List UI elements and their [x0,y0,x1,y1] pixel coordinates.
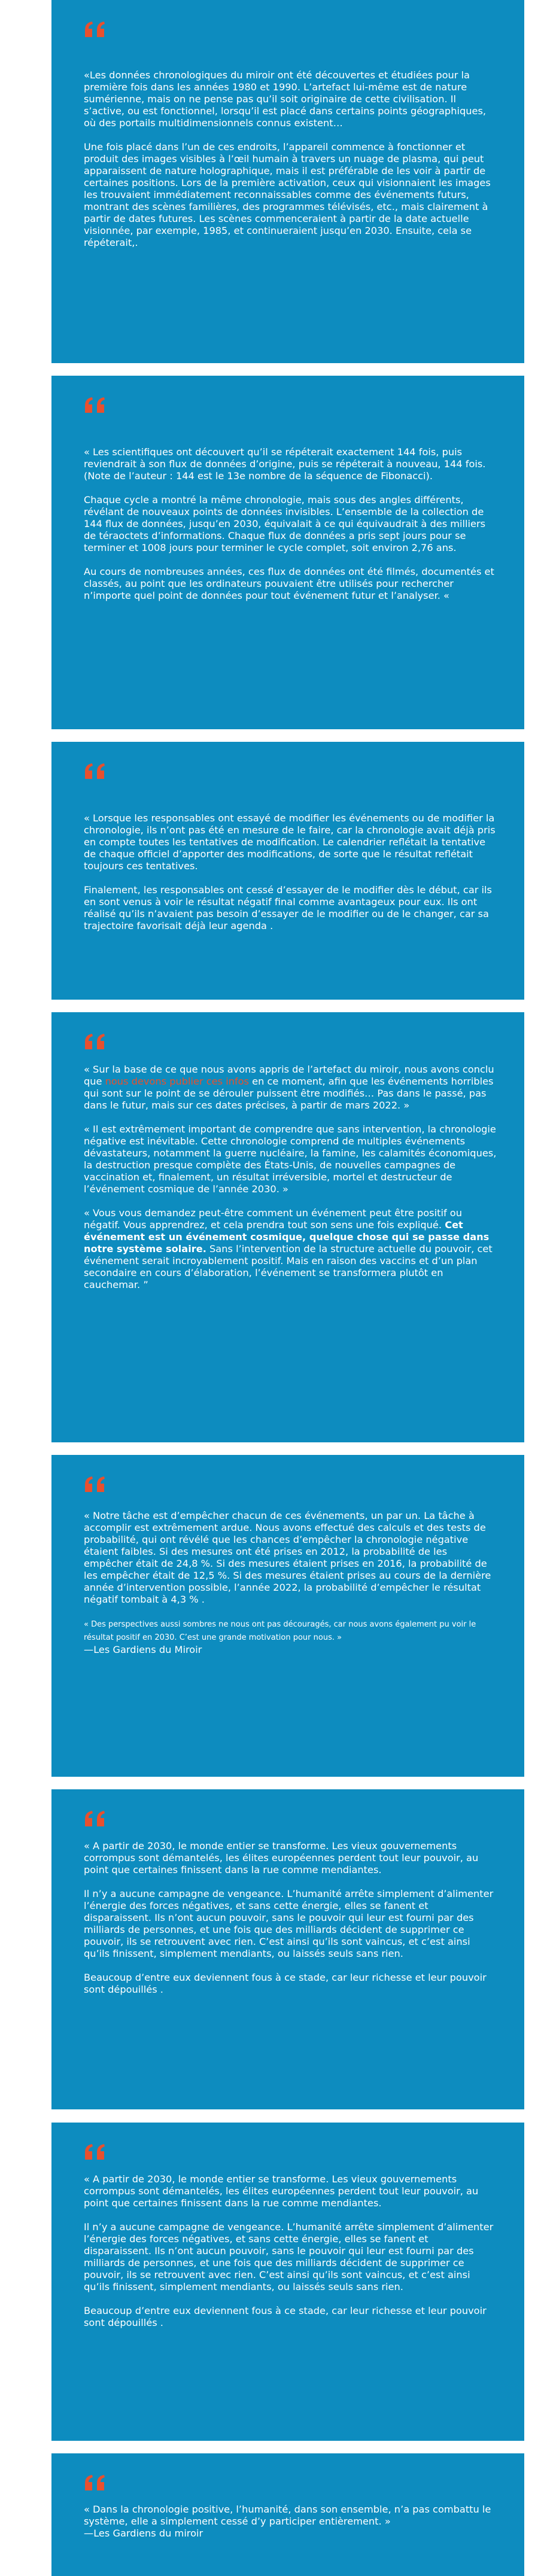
quote-body [84,69,498,249]
signature: —Les Gardiens du Miroir [84,1644,202,1655]
quote-card-2 [51,376,524,729]
quote-icon [84,762,108,780]
quote-icon [84,1475,108,1493]
text: « Sur la base de ce que nous avons appris de l’artefact du miroir, nous avons conclu que [84,1064,494,1087]
paragraph: « A partir de 2030, le monde entier se transforme. Les vieux gouvernements corrompus sont démantelés, les élites européennes perdent tout leur pouvoir, au point que certaines finissent dans la rue comme mendiantes. [84,1840,479,1875]
quote-body [84,1064,498,1291]
paragraph: « Notre tâche est d’empêcher chacun de ces événements, un par un. La tâche à accomplir est extrêmement ardue. Nous avons effectué des calculs et des tests de probabilité, qui ont révélé que les chances d’empêcher la chronologie négative étaient faibles. Si des mesures ont été prises en 2012, la probabilité de les empêcher était de 24,8 %. Si des mesures étaient prises en 2016, la probabilité de les empêcher était de 12,5 %. Si des mesures étaient prises au cours de la dernière année d’intervention possible, l’année 2022, la probabilité d’empêcher le résultat négatif tombait à 4,3 % . [84,1510,491,1605]
quote-body [84,1510,498,1656]
paragraph: Chaque cycle a montré la même chronologie, mais sous des angles différents, révélant de nouveaux points de données invisibles. L’ensemble de la collection de 144 flux de données, jusqu’en 2030, équivalait à ce qui équivaudrait à des milliers de téraoctets d’informations. Chaque flux de données a pris sept jours pour se terminer et 1008 jours pour terminer le cycle complet, soit environ 2,76 ans. [84,494,486,553]
quote-card-7 [51,2123,524,2441]
quote-icon [84,396,108,414]
paragraph: Au cours de nombreuses années, ces flux de données ont été filmés, documentés et classés, au point que les ordinateurs pouvaient être utilisés pour rechercher n’importe quel point de données pour tout événement futur et l’analyser. « [84,566,494,601]
quote-card-3 [51,742,524,1000]
quote-body [84,2173,498,2329]
text: « Vous vous demandez peut-être comment un événement peut être positif ou négatif. Vous apprendrez, et cela prendra tout son sens une fois expliqué. [84,1207,462,1231]
quote-body [84,2504,498,2540]
quote-card-1 [51,0,524,363]
paragraph [84,1064,498,1112]
paragraph: Beaucoup d’entre eux deviennent fous à ce stade, car leur richesse et leur pouvoir sont dépouillés . [84,2305,487,2328]
quote-card-8 [51,2453,524,2576]
signature: —Les Gardiens du miroir [84,2528,203,2539]
highlighted-text: nous devons publier ces infos [105,1076,249,1087]
paragraph: « Il est extrêmement important de comprendre que sans intervention, la chronologie négative est inévitable. Cette chronologie comprend de multiples événements dévastateurs, notamment la guerre nucléaire, la famine, les calamités économiques, la destruction presque complète des États-Unis, de nouvelles campagnes de vaccination et, finalement, un résultat irréversible, mortel et destructeur de l’événement cosmique de l’année 2030. » [84,1123,497,1195]
text: Sans l’intervention de la structure actuelle du pouvoir, cet événement serait incroyablement positif. Mais en raison des vaccins et d’un plan secondaire en cours d’élaboration, l’événement se transformera plutôt en cauchemar. ” [84,1243,493,1290]
quote-icon [84,2143,108,2161]
paragraph: « A partir de 2030, le monde entier se transforme. Les vieux gouvernements corrompus sont démantelés, les élites européennes perdent tout leur pouvoir, au point que certaines finissent dans la rue comme mendiantes. [84,2173,479,2209]
quote-icon [84,1033,108,1051]
paragraph: Il n’y a aucune campagne de vengeance. L’humanité arrête simplement d’alimenter l’énergie des forces négatives, et sans cette énergie, elles se fanent et disparaissent. Ils n’ont aucun pouvoir, sans le pouvoir qui leur est fourni par des milliards de personnes, et une fois que des milliards décident de supprimer ce pouvoir, ils se retrouvent avec rien. C’est ainsi qu’ils sont vaincus, et c’est ainsi qu’ils finissent, simplement mendiants, ou laissés seuls sans rien. [84,2221,494,2292]
quote-body [84,812,498,932]
paragraph [84,2504,498,2540]
quote-body [84,1840,498,1996]
quote-icon [84,1810,108,1828]
paragraph: Il n’y a aucune campagne de vengeance. L’humanité arrête simplement d’alimenter l’énergie des forces négatives, et sans cette énergie, elles se fanent et disparaissent. Ils n’ont aucun pouvoir, sans le pouvoir qui leur est fourni par des milliards de personnes, et une fois que des milliards décident de supprimer ce pouvoir, ils se retrouvent avec rien. C’est ainsi qu’ils sont vaincus, et c’est ainsi qu’ils finissent, simplement mendiants, ou laissés seuls sans rien. [84,1888,494,1959]
paragraph: Beaucoup d’entre eux deviennent fous à ce stade, car leur richesse et leur pouvoir sont dépouillés . [84,1972,487,1995]
quote-icon [84,20,108,38]
small-text: « Des perspectives aussi sombres ne nous ont pas découragés, car nous avons également pu voir le résultat positif en 2030. C’est une grande motivation pour nous. » [84,1620,476,1642]
paragraph: «Les données chronologiques du miroir ont été découvertes et étudiées pour la première fois dans les années 1980 et 1990. L’artefact lui-même est de nature sumérienne, mais on ne pense pas qu’il soit originaire de cette civilisation. Il s’active, ou est fonctionnel, lorsqu’il est placé dans certains points géographiques, où des portails multidimensionnels connus existent… [84,69,487,129]
small-quote [84,1618,498,1656]
text: « Dans la chronologie positive, l’humanité, dans son ensemble, n’a pas combattu le système, elle a simplement cessé d’y participer entièrement. » [84,2504,491,2527]
quote-card-4 [51,1012,524,1442]
paragraph: Une fois placé dans l’un de ces endroits, l’appareil commence à fonctionner et produit des images visibles à l’œil humain à travers un nuage de plasma, qui peut apparaissent de nature holographique, mais il est préférable de les voir à partir de certaines positions. Lors de la première activation, ceux qui visionnaient les images les trouvaient immédiatement reconnaissables comme des événements futurs, montrant des scènes familières, des programmes télévisés, etc., mais clairement à partir de dates futures. Les scènes commenceraient à partir de la date actuelle visionnée, par exemple, 1985, et continueraient jusqu’en 2030. Ensuite, cela se répéterait,. [84,141,491,248]
paragraph: « Les scientifiques ont découvert qu’il se répéterait exactement 144 fois, puis reviendrait à son flux de données d’origine, puis se répéterait à nouveau, 144 fois. (Note de l’auteur : 144 est le 13e nombre de la séquence de Fibonacci). [84,446,486,482]
bold-text: Cet événement est un événement cosmique, quelque chose qui se passe dans notre système solaire. [84,1219,490,1254]
text: en ce moment, afin que les événements horribles qui sont sur le point de se dérouler puissent être modifiés… Pas dans le passé, pas dans le futur, mais sur ces dates précises, à partir de mars 2022. » [84,1076,494,1111]
quote-icon [84,2474,108,2492]
quote-body [84,446,498,602]
paragraph: « Lorsque les responsables ont essayé de modifier les événements ou de modifier la chronologie, ils n’ont pas été en mesure de le faire, car la chronologie avait déjà pris en compte toutes les tentatives de modification. Le calendrier reflétait la tentative de chaque officiel d’apporter des modifications, de sorte que le résultat reflétait toujours ces tentatives. [84,812,496,872]
quote-card-6 [51,1789,524,2109]
quote-card-5 [51,1455,524,1777]
paragraph: Finalement, les responsables ont cessé d’essayer de le modifier dès le début, car ils en sont venus à voir le résultat négatif final comme avantageux pour eux. Ils ont réalisé qu’ils n’avaient pas besoin d’essayer de le modifier ou de le changer, car sa trajectoire favorisait déjà leur agenda . [84,884,492,931]
paragraph [84,1207,498,1291]
